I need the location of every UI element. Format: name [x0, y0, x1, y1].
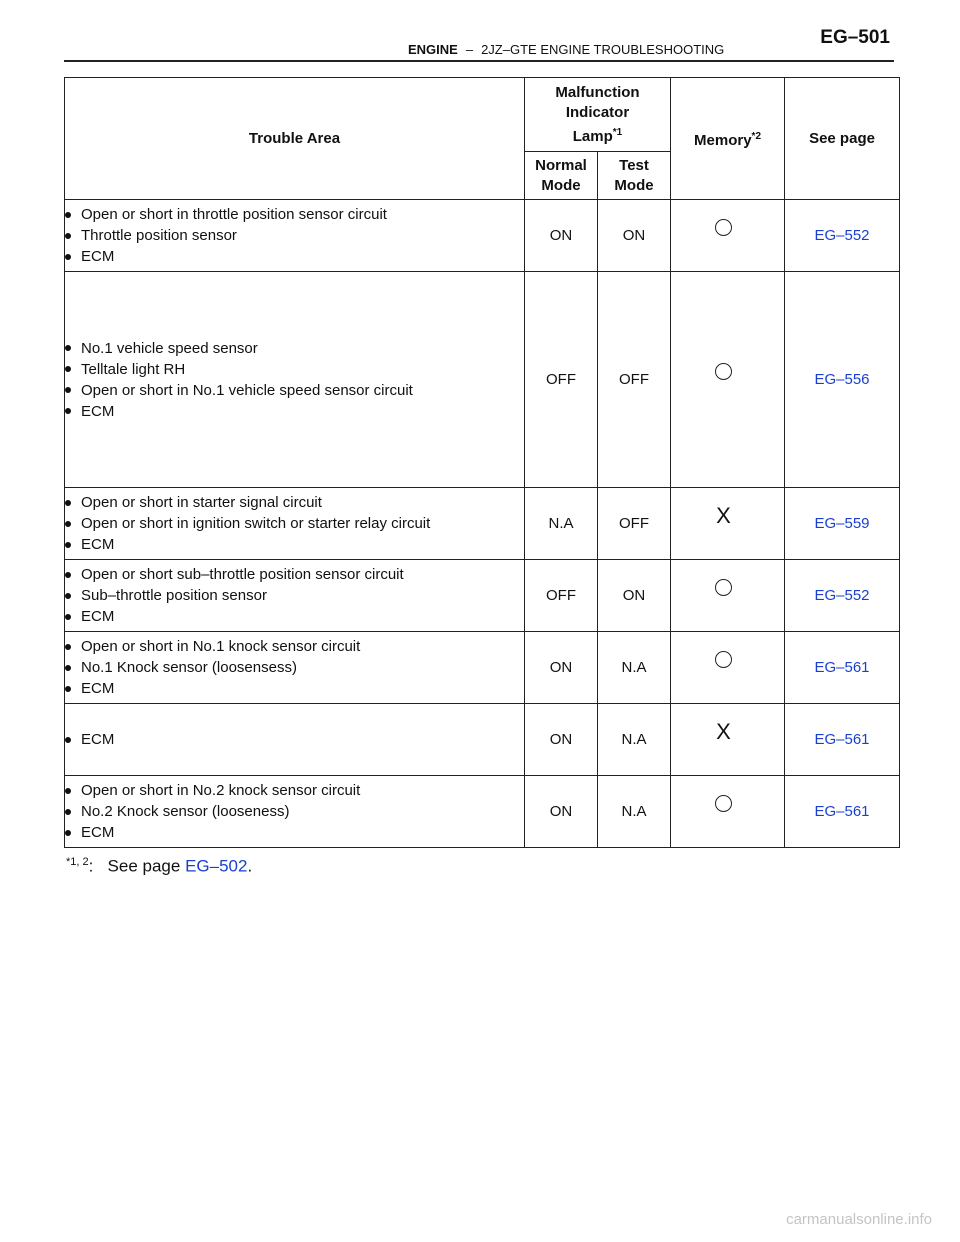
see-page-link[interactable]: EG–561 [785, 632, 900, 704]
x-mark-icon: X [716, 718, 731, 744]
trouble-area-cell [65, 200, 525, 272]
footnote-end: . [247, 856, 253, 876]
memory-cell [671, 560, 785, 632]
see-page-link[interactable]: EG–552 [785, 560, 900, 632]
see-page-link[interactable]: EG–561 [785, 776, 900, 848]
page-number: EG–501 [820, 27, 890, 48]
memory-cell [671, 776, 785, 848]
watermark: carmanualsonline.info [786, 1211, 932, 1228]
see-page-link[interactable]: EG–556 [785, 272, 900, 488]
bullet-icon [65, 500, 71, 506]
bullet-icon [65, 366, 71, 372]
memory-cell [671, 272, 785, 488]
trouble-area-item [65, 780, 524, 801]
section-name: ENGINE [408, 42, 458, 57]
normal-mode-cell: N.A [525, 488, 598, 560]
trouble-area-item [65, 606, 524, 627]
normal-mode-cell: OFF [525, 272, 598, 488]
diagnostic-table [64, 77, 900, 848]
trouble-area-text: Throttle position sensor [81, 227, 237, 244]
bullet-icon [65, 593, 71, 599]
footnote-marker: *1, 2 [66, 856, 89, 868]
table-row [65, 704, 900, 776]
header-test-mode: Test Mode [598, 152, 671, 200]
section-title [408, 42, 724, 57]
test-mode-cell: OFF [598, 272, 671, 488]
trouble-area-item [65, 401, 524, 422]
table-row [65, 776, 900, 848]
trouble-area-text: ECM [81, 608, 115, 625]
bullet-icon [65, 542, 71, 548]
bullet-icon [65, 521, 71, 527]
trouble-area-item [65, 729, 524, 750]
footnote-page-link[interactable]: EG–502 [185, 856, 248, 876]
header-memory [671, 78, 785, 200]
memory-cell [671, 200, 785, 272]
table-row [65, 488, 900, 560]
trouble-area-text: Open or short in ignition switch or starter relay circuit [81, 515, 431, 532]
trouble-area-cell [65, 488, 525, 560]
header-see-page: See page [785, 78, 900, 200]
bullet-icon [65, 233, 71, 239]
trouble-area-text: Open or short sub–throttle position sensor circuit [81, 566, 404, 583]
trouble-area-text: Open or short in No.2 knock sensor circuit [81, 782, 361, 799]
header-mil [525, 78, 671, 152]
trouble-area-cell [65, 632, 525, 704]
normal-mode-cell: ON [525, 704, 598, 776]
trouble-area-text: ECM [81, 402, 115, 420]
bullet-icon [65, 830, 71, 836]
bullet-icon [65, 644, 71, 650]
trouble-area-text: Telltale light RH [81, 360, 186, 378]
see-page-link[interactable]: EG–561 [785, 704, 900, 776]
bullet-icon [65, 387, 71, 393]
trouble-area-item [65, 246, 524, 267]
trouble-area-item [65, 585, 524, 606]
trouble-area-item [65, 801, 524, 822]
header-memory-label: Memory [694, 131, 752, 149]
table-row [65, 272, 900, 488]
memory-cell [671, 488, 785, 560]
bullet-icon [65, 737, 71, 743]
trouble-area-text: ECM [81, 824, 115, 841]
trouble-area-item [65, 678, 524, 699]
table-row [65, 632, 900, 704]
page-header [64, 22, 894, 62]
trouble-area-item [65, 822, 524, 843]
circle-icon [715, 795, 732, 812]
header-mil-label: Malfunction Indicator Lamp [555, 83, 640, 145]
trouble-area-text: ECM [81, 248, 115, 265]
trouble-area-item [65, 636, 524, 657]
circle-icon [715, 579, 732, 596]
trouble-area-item [65, 380, 524, 401]
trouble-area-item [65, 513, 524, 534]
test-mode-cell: OFF [598, 488, 671, 560]
bullet-icon [65, 254, 71, 260]
trouble-area-cell [65, 776, 525, 848]
bullet-icon [65, 788, 71, 794]
header-trouble-area: Trouble Area [65, 78, 525, 200]
header-mil-sup: *1 [612, 126, 623, 138]
circle-icon [715, 651, 732, 668]
bullet-icon [65, 665, 71, 671]
trouble-area-text: No.1 Knock sensor (loosensess) [81, 659, 297, 676]
bullet-icon [65, 809, 71, 815]
test-mode-cell: N.A [598, 704, 671, 776]
trouble-area-text: Open or short in No.1 vehicle speed sensor circuit [81, 381, 413, 399]
table-row [65, 560, 900, 632]
header-memory-sup: *2 [751, 130, 761, 142]
trouble-area-item [65, 359, 524, 380]
header-separator: – [465, 42, 474, 57]
trouble-area-item [65, 564, 524, 585]
circle-icon [715, 363, 732, 380]
test-mode-cell: N.A [598, 632, 671, 704]
trouble-area-text: Open or short in starter signal circuit [81, 494, 322, 511]
bullet-icon [65, 212, 71, 218]
normal-mode-cell: OFF [525, 560, 598, 632]
trouble-area-text: ECM [81, 536, 115, 553]
memory-cell [671, 704, 785, 776]
see-page-link[interactable]: EG–552 [785, 200, 900, 272]
bullet-icon [65, 572, 71, 578]
table-row [65, 200, 900, 272]
section-subtitle: 2JZ–GTE ENGINE TROUBLESHOOTING [481, 42, 725, 57]
trouble-area-text: No.2 Knock sensor (looseness) [81, 803, 290, 820]
test-mode-cell: ON [598, 560, 671, 632]
trouble-area-item [65, 657, 524, 678]
trouble-area-text: Sub–throttle position sensor [81, 587, 267, 604]
trouble-area-text: Open or short in No.1 knock sensor circuit [81, 638, 361, 655]
circle-icon [715, 219, 732, 236]
trouble-area-item [65, 204, 524, 225]
normal-mode-cell: ON [525, 632, 598, 704]
header-normal-mode: Normal Mode [525, 152, 598, 200]
trouble-area-text: Open or short in throttle position sensor circuit [81, 206, 387, 223]
footnote: $^{*1, 2}$: See page EG–502. [66, 856, 253, 876]
trouble-area-text: ECM [81, 680, 115, 697]
test-mode-cell: ON [598, 200, 671, 272]
trouble-area-item [65, 534, 524, 555]
normal-mode-cell: ON [525, 200, 598, 272]
bullet-icon [65, 345, 71, 351]
memory-cell [671, 632, 785, 704]
trouble-area-cell [65, 560, 525, 632]
trouble-area-item [65, 492, 524, 513]
normal-mode-cell: ON [525, 776, 598, 848]
bullet-icon [65, 614, 71, 620]
trouble-area-text: ECM [81, 731, 115, 748]
trouble-area-cell [65, 272, 525, 488]
bullet-icon [65, 408, 71, 414]
table-body [65, 200, 900, 848]
x-mark-icon: X [716, 502, 731, 528]
see-page-link[interactable]: EG–559 [785, 488, 900, 560]
test-mode-cell: N.A [598, 776, 671, 848]
trouble-area-item [65, 338, 524, 359]
trouble-area-item [65, 225, 524, 246]
footnote-text: See page [107, 856, 181, 876]
bullet-icon [65, 686, 71, 692]
trouble-area-text: No.1 vehicle speed sensor [81, 339, 258, 357]
trouble-area-cell [65, 704, 525, 776]
